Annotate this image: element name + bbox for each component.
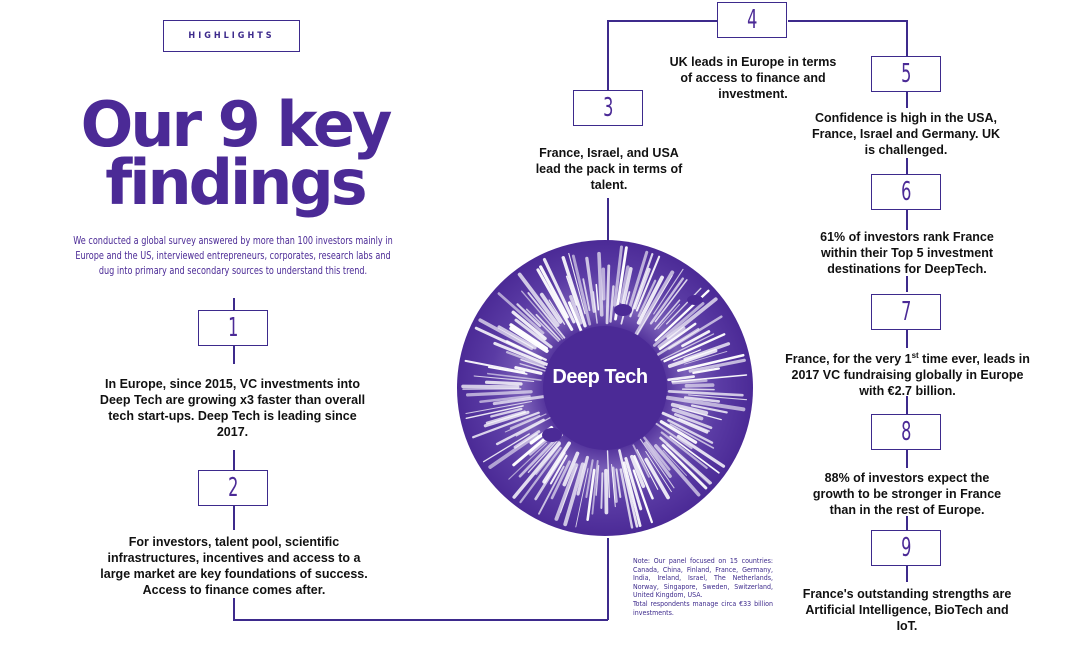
finding-text-8: 88% of investors expect the growth to be stronger in France than in the rest of Europe.: [812, 471, 1002, 517]
note-total: Total respondents manage circa €33 billion investments.: [633, 599, 773, 617]
finding-text-7-part: time ever, leads in 2017 VC fundraising globally in Europe with €2.7 billion.: [791, 352, 1030, 399]
finding-number-1: 1: [198, 310, 268, 346]
connector-line: [233, 450, 235, 470]
intro-paragraph: We conducted a global survey answered by more than 100 investors mainly in Europe and the US, interviewed entrepreneurs, corporates, research labs and dug into primary and secondary sources to understand this trend.: [73, 235, 393, 277]
finding-text-7-part: France, for the very 1: [785, 352, 912, 367]
finding-number-3: 3: [573, 90, 643, 126]
connector-line: [906, 450, 908, 468]
finding-number-8: 8: [871, 414, 941, 450]
finding-number-5: 5: [871, 56, 941, 92]
connector-line: [906, 330, 908, 348]
connector-line: [906, 20, 908, 56]
finding-text-3: France, Israel, and USA lead the pack in terms of talent.: [535, 146, 683, 192]
connector-line: [607, 20, 609, 90]
finding-number-6: 6: [871, 174, 941, 210]
page-title: [60, 88, 410, 219]
finding-number-9: 9: [871, 530, 941, 566]
connector-line: [906, 158, 908, 174]
deep-tech-iris-graphic: [455, 240, 755, 540]
finding-number-4: 4: [717, 2, 787, 38]
panel-note: [633, 557, 773, 617]
deep-tech-label: Deep Tech: [552, 366, 648, 388]
finding-text-6: 61% of investors rank France within their Top 5 investment destinations for DeepTech.: [820, 230, 994, 276]
finding-text-7-sup: st: [911, 351, 919, 360]
finding-text-9: France's outstanding strengths are Artificial Intelligence, BioTech and IoT.: [802, 587, 1012, 633]
finding-text-2: For investors, talent pool, scientific infrastructures, incentives and access to a large market are key foundations of success. Access to finance comes after.: [100, 535, 368, 597]
note-countries: Note: Our panel focused on 15 countries: Canada, China, Finland, France, Germany, India, Ireland, Israel, The Netherlands, Norway, Singapore, Sweden, Switzerland, United Kingdom, USA.: [633, 557, 773, 600]
highlights-badge: HIGHLIGHTS: [163, 20, 300, 52]
connector-line: [788, 20, 906, 22]
connector-line: [906, 92, 908, 108]
iris-streak: [607, 266, 609, 323]
iris-streak: [601, 473, 602, 508]
connector-line: [607, 538, 609, 620]
connector-line: [233, 346, 235, 364]
connector-line: [233, 298, 235, 310]
connector-line: [233, 598, 235, 620]
connector-line: [233, 619, 608, 621]
finding-text-5: Confidence is high in the USA, France, Israel and Germany. UK is challenged.: [811, 111, 1001, 157]
connector-line: [906, 276, 908, 292]
title-line: Our 9 key: [80, 88, 390, 161]
finding-text-7: [780, 348, 1035, 399]
connector-line: [906, 210, 908, 230]
finding-text-1: In Europe, since 2015, VC investments into Deep Tech are growing x3 faster than overall tech start-ups. Deep Tech is leading since 2017.: [99, 377, 366, 439]
finding-number-2: 2: [198, 470, 268, 506]
finding-text-4: UK leads in Europe in terms of access to finance and investment.: [669, 55, 837, 101]
connector-line: [906, 516, 908, 530]
connector-line: [607, 20, 719, 22]
title-line: findings: [105, 146, 365, 219]
connector-line: [233, 506, 235, 530]
connector-line: [906, 566, 908, 582]
finding-number-7: 7: [871, 294, 941, 330]
